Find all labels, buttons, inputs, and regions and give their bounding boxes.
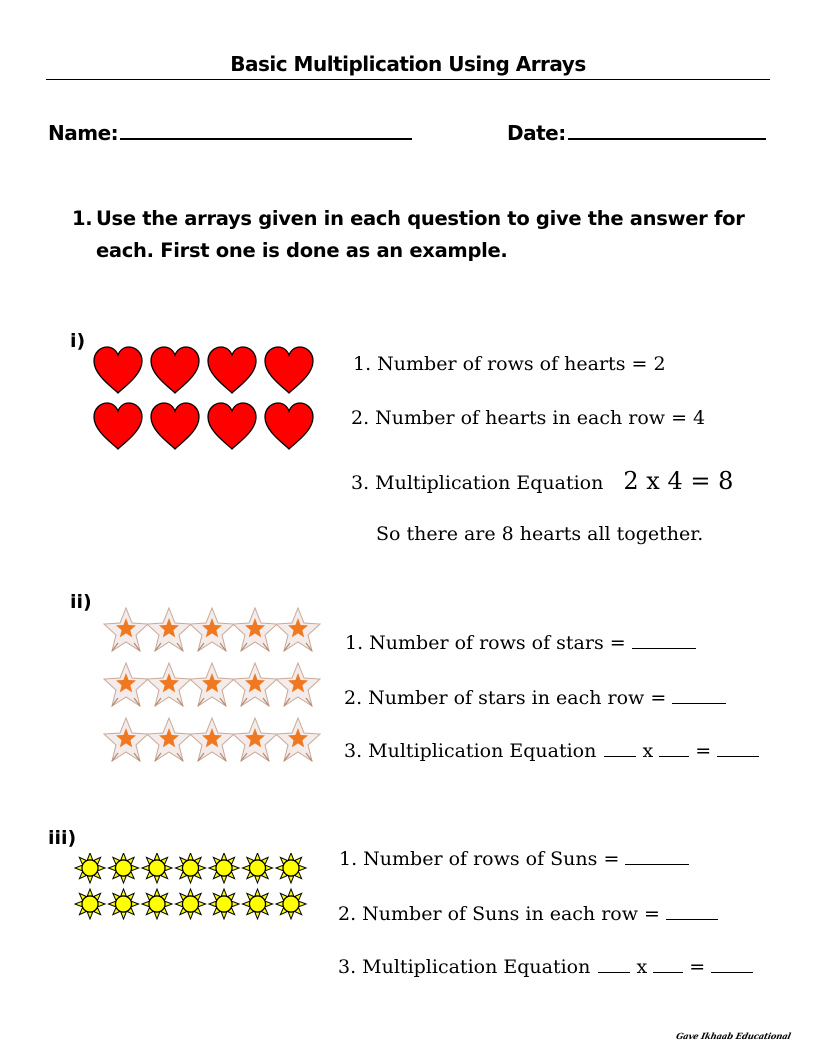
s1-equation-label: 3. Multiplication Equation: [351, 472, 604, 494]
s2-equals: =: [695, 740, 712, 762]
date-blank[interactable]: [568, 122, 766, 140]
sun-icon: [243, 853, 273, 883]
sun-icon: [109, 889, 139, 919]
heart-icon: [265, 347, 313, 393]
s3-factor1-blank[interactable]: [598, 958, 630, 973]
s3-cols-blank[interactable]: [666, 905, 718, 920]
s3-product-blank[interactable]: [711, 958, 753, 973]
star-icon: [276, 718, 320, 761]
s2-times: x: [642, 740, 654, 762]
s3-equals: =: [689, 956, 706, 978]
star-icon: [147, 663, 191, 706]
heart-icon: [208, 347, 256, 393]
heart-icon: [265, 403, 313, 449]
name-blank[interactable]: [120, 122, 412, 140]
star-icon: [190, 608, 234, 651]
s2-question-cols: [344, 687, 726, 709]
suns-array: [74, 853, 312, 923]
date-label: Date:: [507, 121, 566, 145]
heart-icon: [151, 347, 199, 393]
heart-icon: [94, 403, 142, 449]
star-icon: [104, 718, 148, 761]
instruction-text: Use the arrays given in each question to give the answer for each. First one is done as an example.: [96, 207, 745, 262]
s3-cols-label: 2. Number of Suns in each row =: [338, 903, 660, 925]
s1-question-equation: [351, 467, 733, 495]
title-divider: [46, 79, 770, 80]
sun-icon: [75, 853, 105, 883]
footer-signature: Gave Ikhaab Educational: [674, 1032, 792, 1042]
sun-icon: [142, 889, 172, 919]
sun-icon: [243, 889, 273, 919]
hearts-array: [90, 343, 322, 457]
sun-icon: [75, 889, 105, 919]
heart-icon: [151, 403, 199, 449]
star-icon: [190, 663, 234, 706]
sun-icon: [176, 853, 206, 883]
s1-summary: So there are 8 hearts all together.: [376, 523, 704, 545]
sun-icon: [109, 853, 139, 883]
section-label-ii: ii): [70, 591, 92, 613]
star-icon: [190, 718, 234, 761]
sun-icon: [142, 853, 172, 883]
name-label: Name:: [48, 121, 119, 145]
star-icon: [276, 663, 320, 706]
star-icon: [276, 608, 320, 651]
s2-cols-blank[interactable]: [672, 689, 726, 704]
s3-rows-blank[interactable]: [625, 850, 689, 865]
s2-product-blank[interactable]: [717, 742, 759, 757]
date-field[interactable]: [507, 121, 766, 145]
sun-icon: [176, 889, 206, 919]
sun-icon: [209, 889, 239, 919]
s1-question-cols: 2. Number of hearts in each row = 4: [351, 407, 706, 429]
s2-factor1-blank[interactable]: [604, 742, 636, 757]
s3-rows-label: 1. Number of rows of Suns =: [339, 848, 620, 870]
star-icon: [147, 718, 191, 761]
star-icon: [233, 608, 277, 651]
star-icon: [233, 718, 277, 761]
s2-rows-blank[interactable]: [632, 634, 696, 649]
s2-equation-label: 3. Multiplication Equation: [344, 740, 597, 762]
s1-question-rows: 1. Number of rows of hearts = 2: [353, 353, 666, 375]
s2-question-equation: [344, 740, 759, 762]
s3-times: x: [636, 956, 648, 978]
instruction-number: 1.: [72, 207, 93, 230]
s2-factor2-blank[interactable]: [659, 742, 689, 757]
stars-array: [100, 601, 324, 771]
name-field[interactable]: [48, 121, 412, 145]
s2-question-rows: [345, 632, 696, 654]
sun-icon: [276, 889, 306, 919]
star-icon: [147, 608, 191, 651]
sun-icon: [209, 853, 239, 883]
section-label-iii: iii): [48, 827, 77, 849]
star-icon: [104, 608, 148, 651]
sun-icon: [276, 853, 306, 883]
star-icon: [104, 663, 148, 706]
s3-equation-label: 3. Multiplication Equation: [338, 956, 591, 978]
s1-equation: 2 x 4 = 8: [623, 467, 734, 495]
heart-icon: [94, 347, 142, 393]
page-title: Basic Multiplication Using Arrays: [230, 52, 586, 76]
section-label-i: i): [70, 330, 86, 352]
s3-question-rows: [339, 848, 689, 870]
s3-question-equation: [338, 956, 753, 978]
s2-rows-label: 1. Number of rows of stars =: [345, 632, 626, 654]
star-icon: [233, 663, 277, 706]
s3-factor2-blank[interactable]: [653, 958, 683, 973]
s3-question-cols: [338, 903, 718, 925]
heart-icon: [208, 403, 256, 449]
s2-cols-label: 2. Number of stars in each row =: [344, 687, 667, 709]
